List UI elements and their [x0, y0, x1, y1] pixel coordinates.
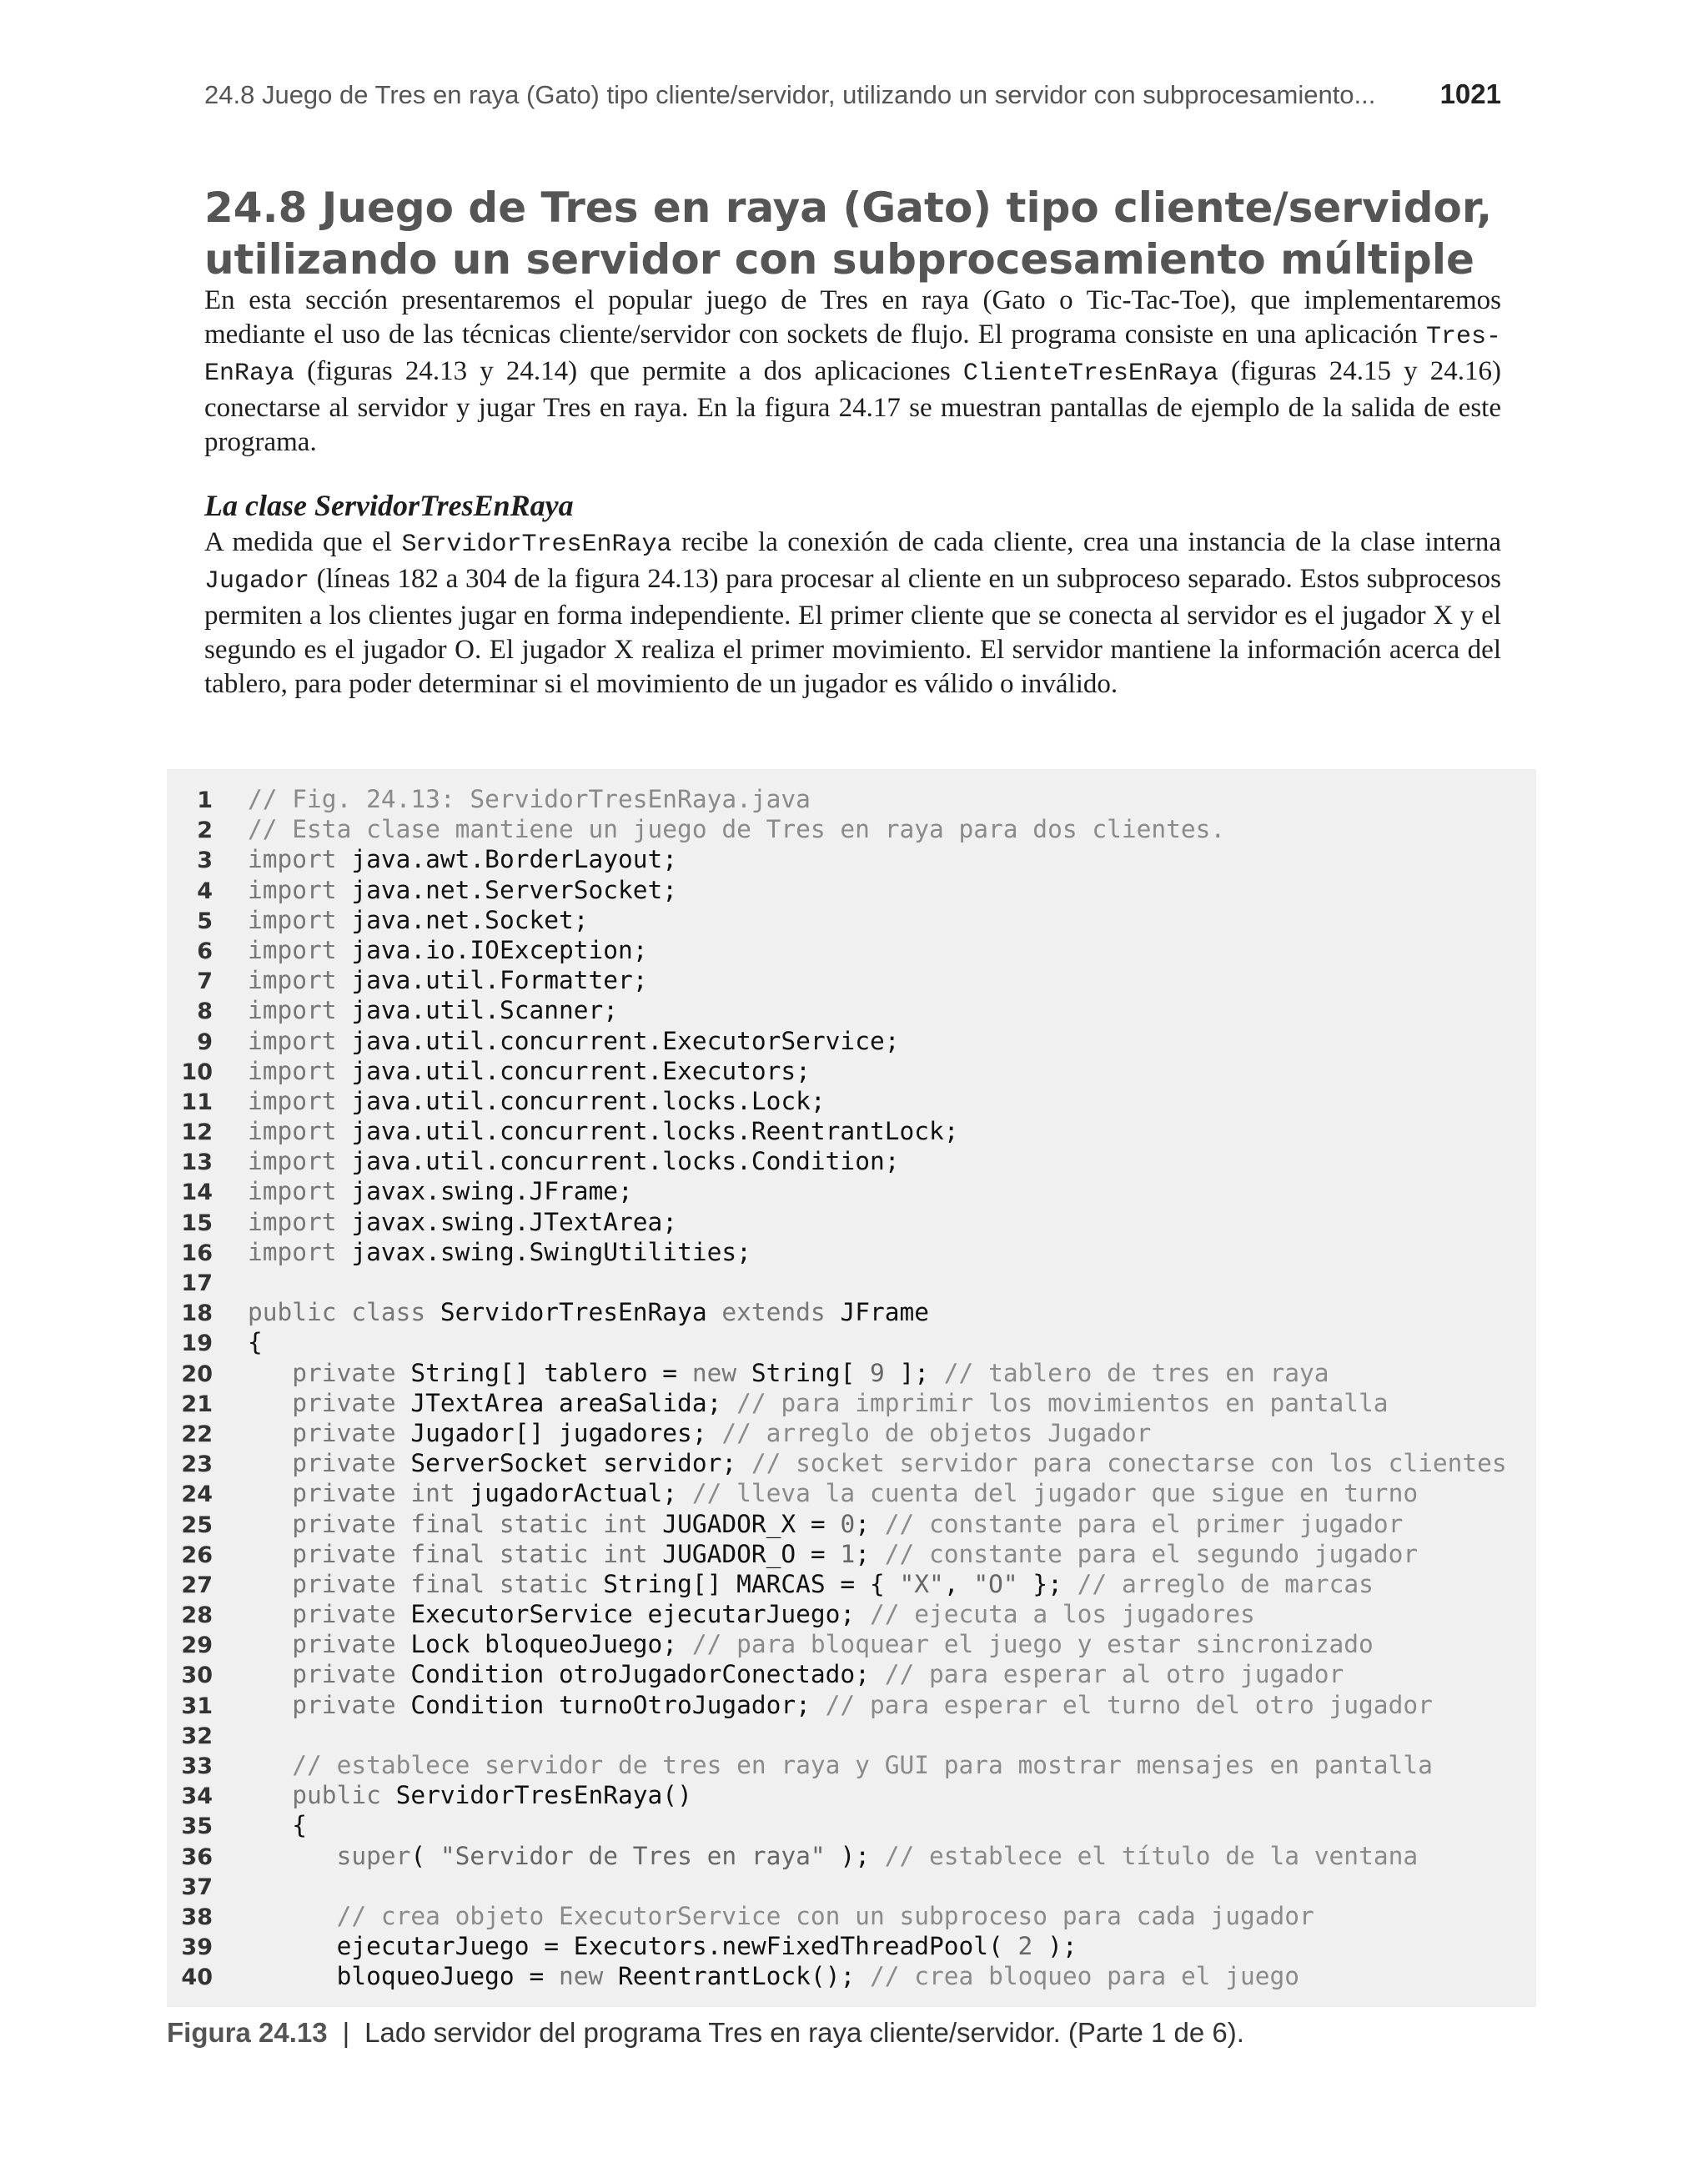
- line-number: 4: [197, 878, 213, 904]
- line-number: 32: [181, 1723, 213, 1749]
- code-token: java.net.ServerSocket;: [336, 875, 678, 904]
- code-token: String[] tablero =: [395, 1358, 692, 1387]
- code-token: import: [248, 1147, 337, 1176]
- code-line: [167, 1086, 1507, 1116]
- code-token: import: [248, 845, 337, 874]
- code-line: [167, 1599, 1507, 1629]
- line-number: 19: [181, 1330, 213, 1357]
- code-token: Jugador[] jugadores;: [395, 1418, 722, 1447]
- code-token: );: [1032, 1932, 1078, 1961]
- line-number: 16: [181, 1240, 213, 1266]
- code-token: 0: [840, 1509, 856, 1538]
- code-token: new: [691, 1358, 737, 1387]
- code-token: // arreglo de objetos Jugador: [721, 1418, 1152, 1447]
- code-line: [167, 1146, 1507, 1176]
- code-line: [167, 1569, 1507, 1599]
- code-line: [167, 995, 1507, 1025]
- intro-text-2: (figuras 24.13 y 24.14) que permite a dos aplicaciones: [294, 356, 963, 386]
- code-token: 9: [869, 1358, 885, 1387]
- code-token: private: [248, 1418, 396, 1447]
- code-token: private: [248, 1449, 396, 1478]
- line-number: 21: [181, 1391, 213, 1417]
- page-number: 1021: [1439, 78, 1501, 109]
- code-token: "X": [899, 1569, 944, 1598]
- code-token: ejecutarJuego = Executors.newFixedThreadPool(: [248, 1932, 1018, 1961]
- code-line: [167, 1659, 1507, 1689]
- code-line: [167, 1720, 1507, 1750]
- code-line: [167, 905, 1507, 935]
- line-number: 17: [181, 1270, 213, 1296]
- code-token: public: [248, 1781, 381, 1810]
- intro-paragraph: [204, 284, 1501, 460]
- code-token: JUGADOR_O =: [647, 1539, 841, 1568]
- para2-code-1: ServidorTresEnRaya: [401, 531, 672, 559]
- class-description-paragraph: [204, 526, 1501, 702]
- code-token: 1: [840, 1539, 856, 1568]
- line-number: 36: [181, 1844, 213, 1870]
- code-line: [167, 1478, 1507, 1508]
- code-line: [167, 1116, 1507, 1146]
- line-number: 10: [181, 1059, 213, 1085]
- code-token: // establece el título de la ventana: [884, 1841, 1419, 1870]
- intro-code-1: Tres-EnRaya: [204, 323, 1501, 388]
- code-line: [167, 875, 1507, 905]
- code-line: [167, 1176, 1507, 1206]
- line-number: 30: [181, 1662, 213, 1689]
- code-token: import: [248, 966, 337, 995]
- code-line: [167, 1327, 1507, 1357]
- code-token: JFrame: [825, 1298, 930, 1327]
- code-token: ;: [855, 1509, 885, 1538]
- code-token: // constante para el segundo jugador: [884, 1539, 1419, 1568]
- code-token: private: [248, 1600, 396, 1629]
- code-token: import: [248, 905, 337, 934]
- code-line: [167, 1056, 1507, 1086]
- code-line: [167, 1358, 1507, 1388]
- para2-text-2: recibe la conexión de cada cliente, crea una instancia de la clase interna: [671, 527, 1501, 557]
- code-token: new: [558, 1962, 604, 1991]
- line-number: 22: [181, 1421, 213, 1447]
- code-token: private int: [248, 1479, 455, 1508]
- code-token: ServidorTresEnRaya: [425, 1298, 722, 1327]
- code-line: [167, 1297, 1507, 1327]
- line-number: 27: [181, 1572, 213, 1598]
- line-number: 1: [197, 787, 213, 813]
- line-number: 3: [197, 848, 213, 874]
- code-token: import: [248, 1056, 337, 1085]
- line-number: 28: [181, 1602, 213, 1629]
- code-token: java.util.concurrent.locks.Condition;: [336, 1147, 900, 1176]
- code-token: private: [248, 1388, 396, 1417]
- code-line: [167, 1267, 1507, 1297]
- line-number: 9: [197, 1029, 213, 1055]
- code-token: // arreglo de marcas: [1077, 1569, 1374, 1598]
- code-token: Condition otroJugadorConectado;: [395, 1660, 885, 1689]
- code-token: private: [248, 1630, 396, 1659]
- code-token: // para esperar al otro jugador: [884, 1660, 1344, 1689]
- code-token: // para imprimir los movimientos en pantalla: [736, 1388, 1389, 1417]
- code-token: // crea objeto ExecutorService con un subproceso para cada jugador: [248, 1901, 1314, 1930]
- code-token: bloqueoJuego =: [248, 1962, 559, 1991]
- code-token: import: [248, 1177, 337, 1206]
- code-line: [167, 1207, 1507, 1237]
- code-token: 2: [1017, 1932, 1033, 1961]
- code-line: [167, 1509, 1507, 1539]
- code-token: Condition turnoOtroJugador;: [395, 1690, 826, 1719]
- code-token: {: [248, 1328, 263, 1357]
- code-line: [167, 1750, 1507, 1780]
- line-number: 24: [181, 1481, 213, 1508]
- line-number: 35: [181, 1813, 213, 1840]
- code-token: private final static int: [248, 1509, 648, 1538]
- intro-code-2: ClienteTresEnRaya: [962, 360, 1218, 388]
- code-token: ServerSocket servidor;: [395, 1449, 751, 1478]
- code-token: String[] MARCAS = {: [588, 1569, 900, 1598]
- code-token: // constante para el primer jugador: [884, 1509, 1404, 1538]
- code-line: [167, 1961, 1507, 1991]
- code-token: private: [248, 1660, 396, 1689]
- code-token: );: [825, 1841, 885, 1870]
- figure-label: Figura 24.13: [167, 2017, 328, 2048]
- intro-text-3: (figuras 24.15 y 24.16) conectarse al servidor y jugar Tres en raya. En la figura 24.17 se muestran pantallas de ejemplo de la salida de este programa.: [204, 356, 1501, 457]
- code-line: [167, 1871, 1507, 1901]
- line-number: 40: [181, 1964, 213, 1991]
- line-number: 34: [181, 1783, 213, 1810]
- code-token: java.util.concurrent.ExecutorService;: [336, 1026, 900, 1055]
- code-line: [167, 1629, 1507, 1659]
- para2-text-1: A medida que el: [204, 527, 402, 557]
- line-number: 14: [181, 1180, 213, 1206]
- line-number: 38: [181, 1904, 213, 1930]
- code-listing: [167, 769, 1536, 2007]
- subsection-title: La clase ServidorTresEnRaya: [204, 489, 574, 522]
- code-token: import: [248, 1237, 337, 1266]
- code-token: // establece servidor de tres en raya y GUI para mostrar mensajes en pantalla: [248, 1751, 1433, 1779]
- code-line: [167, 1026, 1507, 1056]
- line-number: 18: [181, 1300, 213, 1327]
- code-line: [167, 1780, 1507, 1810]
- code-token: {: [248, 1811, 308, 1840]
- code-token: ExecutorService ejecutarJuego;: [395, 1600, 870, 1629]
- code-token: private: [248, 1358, 396, 1387]
- line-number: 7: [197, 968, 213, 995]
- line-number: 13: [181, 1149, 213, 1176]
- code-line: [167, 844, 1507, 874]
- code-token: javax.swing.SwingUtilities;: [336, 1237, 751, 1266]
- code-token: public class: [248, 1298, 426, 1327]
- code-token: ;: [855, 1539, 885, 1568]
- code-token: // para esperar el turno del otro jugador: [825, 1690, 1433, 1719]
- para2-text-3: (líneas 182 a 304 de la figura 24.13) para procesar al cliente en un subproceso separado. Estos subprocesos permiten a los clientes jugar en forma independiente. El primer cliente que se conecta al servidor es el jugador X y el segundo es el jugador O. El jugador X realiza el primer movimiento. El servidor mantiene la información acerca del tablero, para poder determinar si el movimiento de un jugador es válido o inválido.: [204, 564, 1501, 699]
- code-token: // Fig. 24.13: ServidorTresEnRaya.java: [248, 785, 811, 813]
- line-number: 2: [197, 817, 213, 844]
- code-line: [167, 1931, 1507, 1961]
- code-token: import: [248, 1207, 337, 1236]
- section-title: 24.8 Juego de Tres en raya (Gato) tipo cliente/servidor, utilizando un servidor con subprocesamiento múltiple: [204, 184, 1493, 284]
- line-number: 12: [181, 1119, 213, 1146]
- code-token: Lock bloqueoJuego;: [395, 1630, 692, 1659]
- code-token: import: [248, 996, 337, 1025]
- code-line: [167, 1237, 1507, 1267]
- para2-code-2: Jugador: [204, 567, 310, 596]
- running-title: 24.8 Juego de Tres en raya (Gato) tipo cliente/servidor, utilizando un servidor con subprocesamiento...: [204, 80, 1376, 109]
- code-token: import: [248, 1026, 337, 1055]
- code-token: extends: [721, 1298, 826, 1327]
- line-number: 39: [181, 1934, 213, 1961]
- code-token: javax.swing.JTextArea;: [336, 1207, 678, 1236]
- code-token: // lleva la cuenta del jugador que sigue en turno: [691, 1479, 1419, 1508]
- code-token: "Servidor de Tres en raya": [440, 1841, 826, 1870]
- code-line: [167, 965, 1507, 995]
- figure-caption: [167, 2017, 1535, 2049]
- line-number: 11: [181, 1089, 213, 1115]
- line-number: 31: [181, 1693, 213, 1719]
- code-token: ReentrantLock();: [603, 1962, 870, 1991]
- code-token: java.util.concurrent.locks.ReentrantLock;: [336, 1117, 959, 1146]
- caption-separator: |: [342, 2017, 350, 2048]
- code-token: // Esta clase mantiene un juego de Tres en raya para dos clientes.: [248, 815, 1226, 844]
- caption-text: Lado servidor del programa Tres en raya cliente/servidor. (Parte 1 de 6).: [364, 2017, 1244, 2048]
- code-token: javax.swing.JFrame;: [336, 1177, 633, 1206]
- code-token: java.awt.BorderLayout;: [336, 845, 678, 874]
- code-token: private final static: [248, 1569, 589, 1598]
- code-token: import: [248, 1117, 337, 1146]
- code-token: // para bloquear el juego y estar sincronizado: [691, 1630, 1374, 1659]
- code-token: private: [248, 1690, 396, 1719]
- line-number: 15: [181, 1210, 213, 1236]
- code-token: JUGADOR_X =: [647, 1509, 841, 1538]
- code-token: import: [248, 1086, 337, 1115]
- code-token: java.util.concurrent.locks.Lock;: [336, 1086, 826, 1115]
- line-number: 37: [181, 1874, 213, 1900]
- code-line: [167, 1690, 1507, 1720]
- code-line: [167, 814, 1507, 844]
- code-token: import: [248, 935, 337, 964]
- code-token: java.util.concurrent.Executors;: [336, 1056, 811, 1085]
- code-token: private final static int: [248, 1539, 648, 1568]
- code-line: [167, 1539, 1507, 1569]
- code-token: // ejecuta a los jugadores: [869, 1600, 1255, 1629]
- code-token: ServidorTresEnRaya(): [380, 1781, 692, 1810]
- code-token: super: [248, 1841, 411, 1870]
- code-token: JTextArea areaSalida;: [395, 1388, 737, 1417]
- code-token: };: [1017, 1569, 1078, 1598]
- running-header: [204, 80, 1501, 110]
- intro-text-1: En esta sección presentaremos el popular juego de Tres en raya (Gato o Tic-Tac-Toe), que implementaremos mediante el uso de las técnicas cliente/servidor con sockets de flujo. El programa consiste en una aplicación: [204, 285, 1501, 350]
- code-token: import: [248, 875, 337, 904]
- code-lines: [167, 784, 1507, 1992]
- line-number: 5: [197, 908, 213, 934]
- code-token: // tablero de tres en raya: [943, 1358, 1329, 1387]
- code-line: [167, 1901, 1507, 1931]
- code-token: jugadorActual;: [455, 1479, 692, 1508]
- code-line: [167, 1810, 1507, 1840]
- line-number: 25: [181, 1512, 213, 1538]
- line-number: 29: [181, 1632, 213, 1659]
- code-line: [167, 784, 1507, 814]
- code-token: ];: [884, 1358, 944, 1387]
- code-token: java.util.Formatter;: [336, 966, 648, 995]
- code-token: (: [410, 1841, 440, 1870]
- line-number: 26: [181, 1542, 213, 1568]
- code-token: // crea bloqueo para el juego: [869, 1962, 1300, 1991]
- code-line: [167, 1418, 1507, 1448]
- line-number: 23: [181, 1451, 213, 1478]
- code-line: [167, 1841, 1507, 1871]
- code-token: "O": [973, 1569, 1018, 1598]
- code-token: java.util.Scanner;: [336, 996, 619, 1025]
- code-token: String[: [736, 1358, 870, 1387]
- line-number: 33: [181, 1753, 213, 1779]
- code-line: [167, 935, 1507, 965]
- code-line: [167, 1448, 1507, 1478]
- code-token: java.net.Socket;: [336, 905, 589, 934]
- code-token: ,: [943, 1569, 974, 1598]
- line-number: 6: [197, 938, 213, 964]
- code-token: // socket servidor para conectarse con los clientes: [751, 1449, 1507, 1478]
- code-token: java.io.IOException;: [336, 935, 648, 964]
- line-number: 20: [181, 1361, 213, 1387]
- line-number: 8: [197, 998, 213, 1025]
- code-line: [167, 1388, 1507, 1418]
